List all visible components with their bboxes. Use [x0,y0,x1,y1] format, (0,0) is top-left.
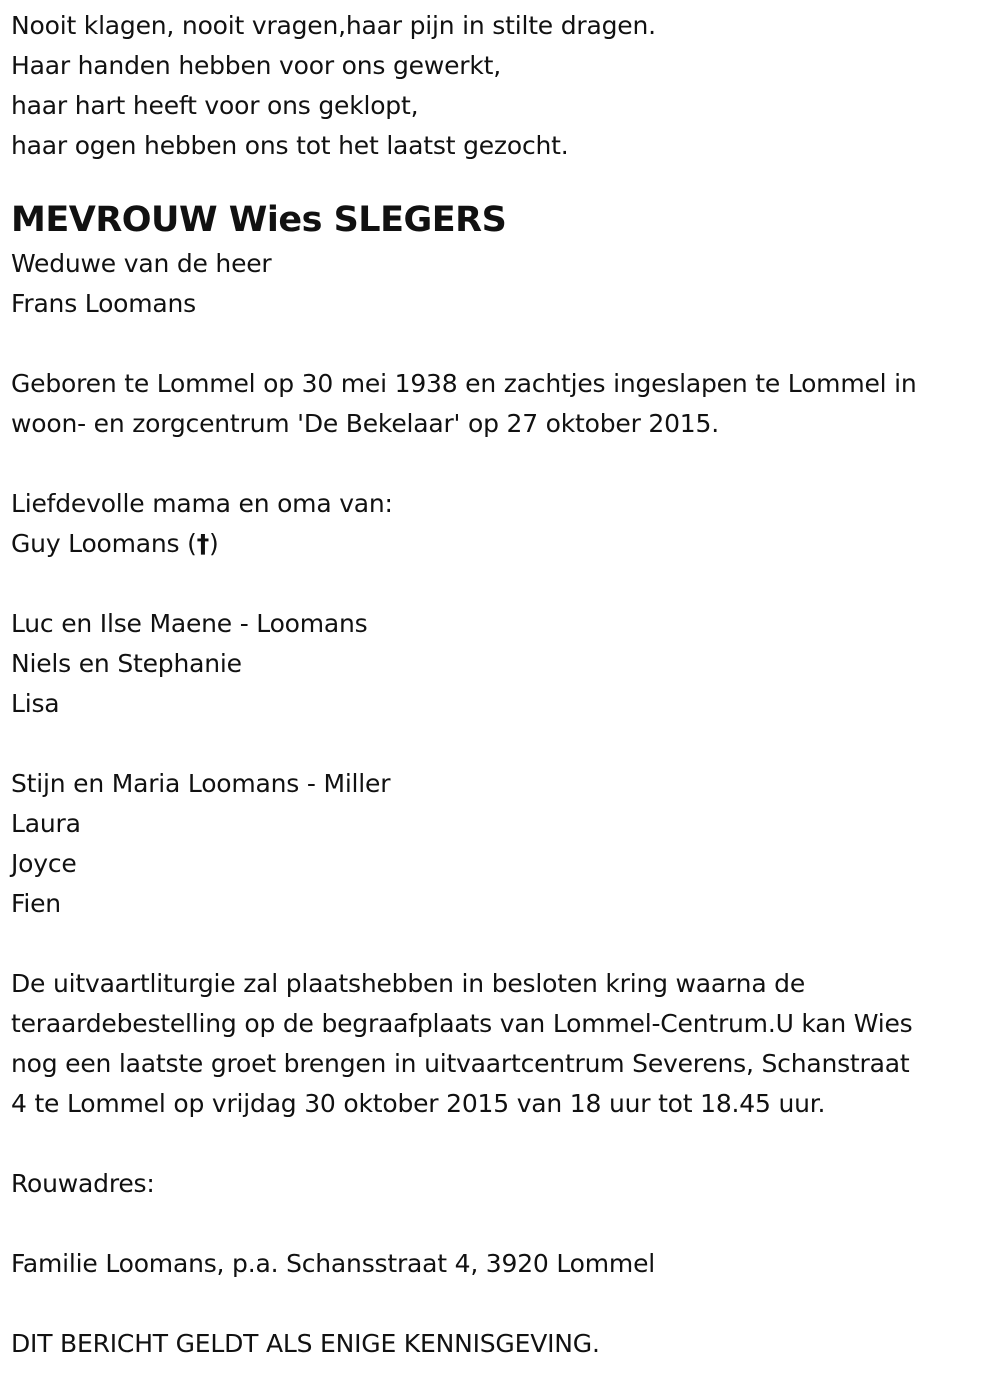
deceased-child-name: Guy Loomans ( [11,529,197,558]
family-member: Fien [11,889,61,918]
family-member: Laura [11,809,81,838]
notice-text: DIT BERICHT GELDT ALS ENIGE KENNISGEVING. [11,1329,600,1358]
poem-line: haar ogen hebben ons tot het laatst gezocht. [11,131,569,160]
deceased-name: MEVROUW Wies SLEGERS [11,200,507,240]
spacer [11,1124,1000,1164]
spacer [11,444,1000,484]
family-group [11,764,1000,924]
poem-line: Nooit klagen, nooit vragen,haar pijn in stilte dragen. [11,11,656,40]
birth-death-line: Geboren te Lommel op 30 mei 1938 en zachtjes ingeslapen te Lommel in [11,369,917,398]
family-intro: Liefdevolle mama en oma van: [11,489,393,518]
mourning-address-label: Rouwadres: [11,1169,155,1198]
spacer [11,324,1000,364]
funeral-line: teraardebestelling op de begraafplaats van Lommel-Centrum.U kan Wies [11,1009,913,1038]
funeral-line: nog een laatste groet brengen in uitvaartcentrum Severens, Schanstraat [11,1049,910,1078]
family-member: Niels en Stephanie [11,649,242,678]
spacer [11,1284,1000,1324]
spouse-line: Weduwe van de heer [11,249,272,278]
cross-icon: † [196,529,209,558]
family-member: Stijn en Maria Loomans - Miller [11,769,391,798]
family-member: Joyce [11,849,77,878]
poem-line: Haar handen hebben voor ons gewerkt, [11,51,501,80]
deceased-child-close: ) [209,529,219,558]
family-member: Lisa [11,689,60,718]
spouse-info [11,244,1000,324]
family-member: Luc en Ilse Maene - Loomans [11,609,368,638]
funeral-info [11,964,1000,1124]
family-group [11,604,1000,724]
funeral-line: 4 te Lommel op vrijdag 30 oktober 2015 van 18 uur tot 18.45 uur. [11,1089,826,1118]
spacer [11,724,1000,764]
spacer [11,1204,1000,1244]
spacer [11,924,1000,964]
spouse-line: Frans Loomans [11,289,196,318]
poem-line: haar hart heeft voor ons geklopt, [11,91,419,120]
birth-death-line: woon- en zorgcentrum 'De Bekelaar' op 27 oktober 2015. [11,409,719,438]
birth-death-info [11,364,1000,444]
family-section [11,484,1000,924]
poem [11,6,1000,166]
deceased-child [11,524,1000,564]
mourning-address: Familie Loomans, p.a. Schansstraat 4, 3920 Lommel [11,1249,655,1278]
funeral-line: De uitvaartliturgie zal plaatshebben in besloten kring waarna de [11,969,806,998]
spacer [11,564,1000,604]
